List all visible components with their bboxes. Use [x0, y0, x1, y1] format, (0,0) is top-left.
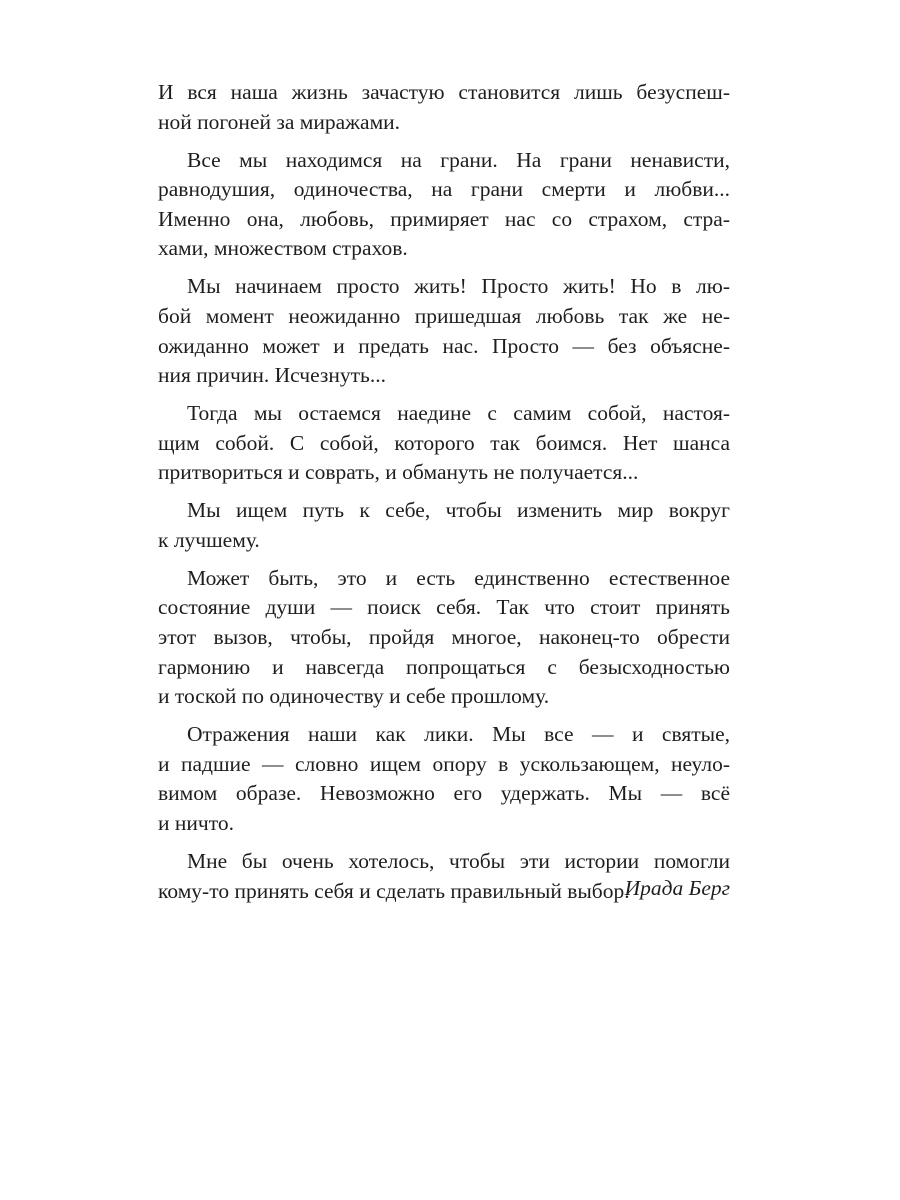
paragraph-5: [158, 496, 730, 555]
text-line: Все мы находимся на грани. На грани ненависти,: [187, 147, 730, 172]
text-line: ожиданно может и предать нас. Просто — без объясне-: [158, 333, 730, 358]
text-line: бой момент неожиданно пришедшая любовь так же не-: [158, 303, 730, 328]
text-line: к лучшему.: [158, 527, 260, 552]
paragraph-1: [158, 78, 730, 137]
text-line: Именно она, любовь, примиряет нас со страхом, стра-: [158, 206, 730, 231]
text-line: и тоской по одиночеству и себе прошлому.: [158, 684, 550, 709]
text-line: равнодушия, одиночества, на грани смерти и любви...: [158, 177, 730, 202]
paragraph-7: [158, 720, 730, 838]
paragraph-4: [158, 399, 730, 488]
text-line: Тогда мы остаемся наедине с самим собой, настоя-: [187, 401, 730, 426]
text-line: вимом образе. Невозможно его удержать. Мы — всё: [158, 781, 730, 806]
text-line: и ничто.: [158, 811, 234, 835]
text-line: Мы начинаем просто жить! Просто жить! Но в лю-: [187, 274, 730, 299]
text-line: ния причин. Исчезнуть...: [158, 363, 386, 388]
text-line: Может быть, это и есть единственно естественное: [187, 565, 730, 590]
text-line: щим собой. С собой, которого так боимся. Нет шанса: [158, 430, 730, 455]
page-text: [158, 78, 730, 915]
text-line: кому-то принять себя и сделать правильный выбор.: [158, 878, 630, 903]
text-line: этот вызов, чтобы, пройдя многое, наконец-то обрести: [158, 625, 730, 650]
text-line: хами, множеством страхов.: [158, 236, 408, 261]
text-line: состояние души — поиск себя. Так что стоит принять: [158, 595, 730, 620]
text-line: И вся наша жизнь зачастую становится лишь безуспеш-: [158, 80, 730, 104]
text-line: и падшие — словно ищем опору в ускользающем, неуло-: [158, 751, 730, 776]
paragraph-2: [158, 146, 730, 264]
text-line: гармонию и навсегда попрощаться с безысходностью: [158, 654, 730, 679]
text-line: Мы ищем путь к себе, чтобы изменить мир вокруг: [187, 498, 730, 523]
text-line: ной погоней за миражами.: [158, 109, 401, 134]
text-line: Мне бы очень хотелось, чтобы эти истории помогли: [187, 848, 730, 873]
text-line: Отражения наши как лики. Мы все — и святые,: [187, 722, 730, 747]
paragraph-6: [158, 564, 730, 712]
text-line: притвориться и соврать, и обмануть не получается...: [158, 460, 639, 485]
author-signature: Ирада Берг: [624, 876, 730, 900]
paragraph-3: [158, 272, 730, 390]
